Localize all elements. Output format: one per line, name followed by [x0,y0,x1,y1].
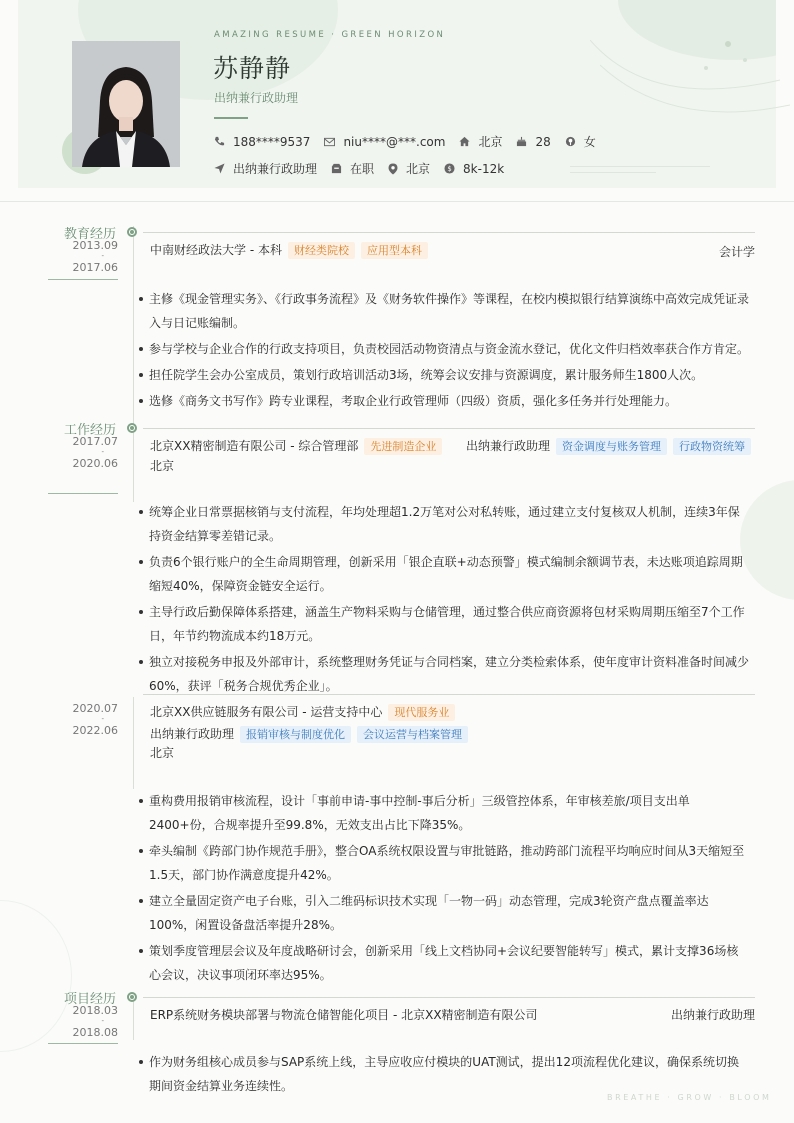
list-item: 担任院学生会办公室成员，策划行政培训活动3场，统筹会议安排与资源调度，累计服务师生1800人次。 [137,363,749,387]
position-tag: 报销审核与制度优化 [240,726,351,743]
list-item: 独立对接税务申报及外部审计，系统整理财务凭证与合同档案，建立分类检索体系，使年度审计资料准备时间减少60%，获评「税务合规优秀企业」。 [137,650,749,698]
project-role: 出纳兼行政助理 [671,1008,756,1022]
svg-text:$: $ [447,164,452,173]
education-dates: 2013.09 - 2017.06 [72,239,118,274]
work1-position: 出纳兼行政助理 资金调度与账务管理 行政物资统筹 [466,437,751,455]
work1-city: 北京 [150,459,175,473]
intent-row [214,160,518,177]
contact-email: niu****@***.com [324,135,445,149]
list-item: 重构费用报销审核流程，设计「事前申请-事中控制-事后分析」三级管控体系，年审核差旅/项目支出单2400+份，合规率提升至99.8%，无效支出占比下降35%。 [137,789,749,837]
intent-salary: $ 8k-12k [444,162,504,176]
list-item: 统筹企业日常票据核销与支付流程，年均处理超1.2万笔对公对私转账，通过建立支付复核双人机制，连续3年保持资金结算零差错记录。 [137,500,749,548]
project-dates: 2018.03 - 2018.08 [72,1004,118,1039]
gender-icon [565,136,576,147]
list-item: 负责6个银行账户的全生命周期管理，创新采用「银企直联+动态预警」模式编制余额调节表，未达账项追踪周期缩短40%，保障资金链安全运行。 [137,550,749,598]
work2-bullets [137,789,749,989]
list-item: 牵头编制《跨部门协作规范手册》，整合OA系统权限设置与审批链路，推动跨部门流程平均响应时间从3天缩短至1.5天，部门协作满意度提升42%。 [137,839,749,887]
header-divider [0,201,794,202]
list-item: 建立全量固定资产电子台账，引入二维码标识技术实现「一物一码」动态管理，完成3轮资产盘点覆盖率达100%，闲置设备盘活率提升28%。 [137,889,749,937]
send-icon [214,163,225,174]
section-title-education: 教育经历 [63,227,116,242]
cake-icon [516,136,527,147]
work1-bullets [137,500,749,700]
contact-phone: 188****9537 [214,135,310,149]
intent-status: 在职 [331,160,374,177]
location-icon [388,163,398,175]
avatar [72,41,180,167]
timeline-dot [127,423,137,433]
timeline-dot [127,227,137,237]
candidate-name: 苏静静 [213,54,292,83]
wave-decoration [590,20,790,170]
mail-icon [324,137,335,147]
contact-row [214,133,610,150]
inbox-icon [331,163,342,174]
education-major: 会计学 [719,245,756,259]
list-item: 策划季度管理层会议及年度战略研讨会，创新采用「线上文档协同+会议纪要智能转写」模式，累计支撑36场核心会议，决议事项闭环率达95%。 [137,939,749,987]
section-title-work: 工作经历 [63,423,116,438]
work1-dates: 2017.07 - 2020.06 [72,435,118,470]
salary-icon [444,163,455,174]
home-icon [459,136,470,147]
school-tag: 财经类院校 [288,242,355,259]
company-tag: 先进制造企业 [364,438,442,455]
position-tag: 资金调度与账务管理 [556,438,667,455]
list-item: 主导行政后勤保障体系搭建，涵盖生产物料采购与仓储管理，通过整合供应商资源将包材采购周期压缩至7个工作日，年节约物流成本约18万元。 [137,600,749,648]
list-item: 选修《商务文书写作》跨专业课程，考取企业行政管理师（四级）资质，强化多任务并行处理能力。 [137,389,749,413]
contact-home: 北京 [459,133,502,150]
intent-city: 北京 [388,160,430,177]
position-tag: 会议运营与档案管理 [357,726,468,743]
work2-dates: 2020.07 - 2022.06 [72,702,118,737]
timeline-dot [127,992,137,1002]
contact-gender: 女 [565,133,596,150]
education-bullets [137,287,749,415]
title-underline [214,117,248,119]
candidate-role: 出纳兼行政助理 [214,91,299,105]
school-tag: 应用型本科 [361,242,428,259]
contact-age: 28 [516,135,550,149]
section-title-project: 项目经历 [63,992,116,1007]
tagline: AMAZING RESUME · GREEN HORIZON [214,30,446,40]
intent-position: 出纳兼行政助理 [214,160,317,177]
list-item: 主修《现金管理实务》、《行政事务流程》及《财务软件操作》等课程，在校内模拟银行结算演练中高效完成凭证录入与日记账编制。 [137,287,749,335]
education-school: 中南财经政法大学 - 本科 财经类院校 应用型本科 [150,241,428,259]
work2-company: 北京XX供应链服务有限公司 - 运营支持中心 现代服务业 [150,703,455,721]
position-tag: 行政物资统筹 [673,438,751,455]
work2-city: 北京 [150,746,175,760]
work2-position: 出纳兼行政助理 报销审核与制度优化 会议运营与档案管理 [150,725,468,743]
list-item: 作为财务组核心成员参与SAP系统上线，主导应收应付模块的UAT测试，提出12项流程优化建议，确保系统切换期间资金结算业务连续性。 [137,1050,749,1098]
project-name: ERP系统财务模块部署与物流仓储智能化项目 - 北京XX精密制造有限公司 [150,1008,538,1022]
work1-company: 北京XX精密制造有限公司 - 综合管理部 先进制造企业 [150,437,442,455]
phone-icon [214,136,225,147]
list-item: 参与学校与企业合作的行政支持项目，负责校园活动物资清点与资金流水登记，优化文件归档效率获合作方肯定。 [137,337,749,361]
footer-motto: BREATHE · GROW · BLOOM [607,1093,772,1102]
company-tag: 现代服务业 [388,704,455,721]
